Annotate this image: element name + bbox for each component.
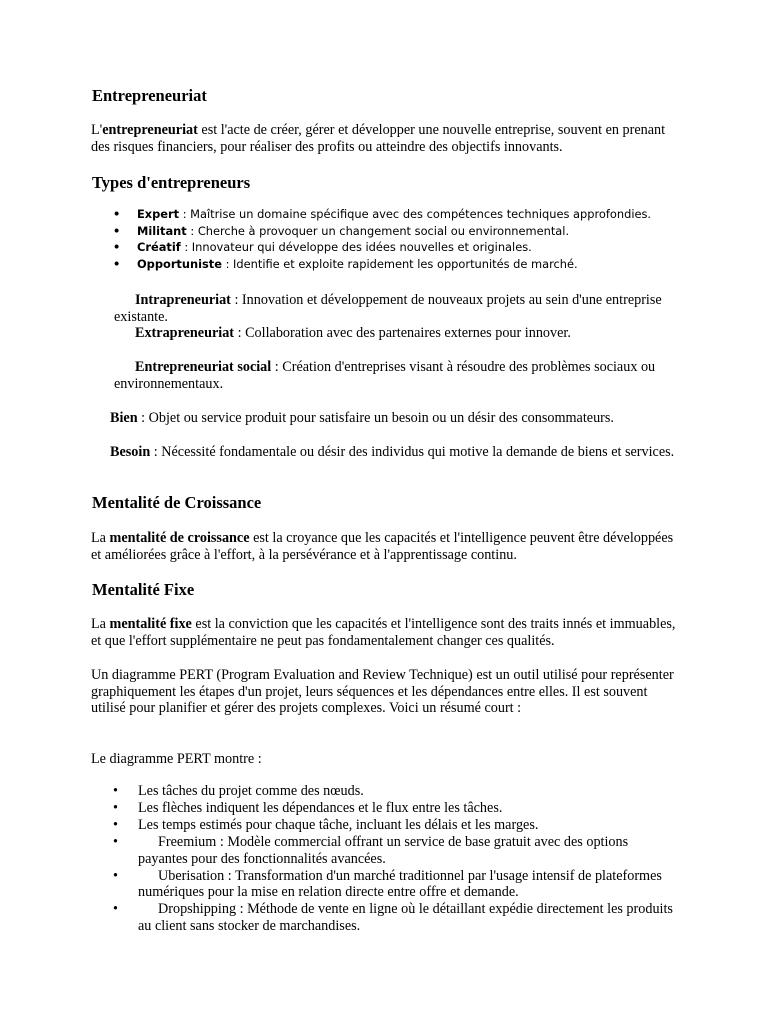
definition-text: est la croyance que les capacités et l'intelligence peuvent être développées et améliorées grâce à l'effort, à la persévérance et à l'apprentissage continu. <box>91 530 674 563</box>
term-description: : Collaboration avec des partenaires externes pour innover. <box>234 325 571 341</box>
list-item <box>113 817 673 834</box>
list-item-text: Les tâches du projet comme des nœuds. <box>138 783 364 799</box>
list-item-text: Les flèches indiquent les dépendances et le flux entre les tâches. <box>138 799 503 816</box>
list-item <box>113 834 673 868</box>
list-item <box>113 256 651 273</box>
bullet-icon: • <box>113 223 121 238</box>
term-description: : Nécessité fondamentale ou désir des individus qui motive la demande de biens et services. <box>150 444 675 460</box>
term-intrapreneuriat: Intrapreneuriat <box>135 292 231 308</box>
paragraph-bien <box>91 410 681 427</box>
term-description: : Cherche à provoquer un changement social ou environnemental. <box>186 223 570 238</box>
term-entrepreneuriat: entrepreneuriat <box>102 122 198 138</box>
text-prefix: La <box>91 530 110 546</box>
term-creatif: Créatif <box>137 240 181 255</box>
text-prefix: La <box>91 616 110 632</box>
term-description: : Objet ou service produit pour satisfaire un besoin ou un désir des consommateurs. <box>137 410 614 426</box>
bullet-icon: • <box>113 240 121 255</box>
types-list <box>113 206 651 273</box>
bullet-icon: • <box>113 799 118 816</box>
term-mentalite-fixe: mentalité fixe <box>109 616 192 632</box>
list-item-text: Les temps estimés pour chaque tâche, incluant les délais et les marges. <box>138 816 539 833</box>
term-description: : Identifie et exploite rapidement les opportunités de marché. <box>221 257 578 272</box>
list-item <box>113 206 651 223</box>
term-militant: Militant <box>137 223 187 238</box>
heading-mentalite-fixe: Mentalité Fixe <box>92 580 195 599</box>
list-item-text: Freemium : Modèle commercial offrant un service de base gratuit avec des options payantes pour des fonctionnalités avancées. <box>138 833 629 867</box>
term-extrapreneuriat: Extrapreneuriat <box>135 325 235 341</box>
bullet-icon: • <box>113 207 121 221</box>
paragraph-entrepreneuriat-definition <box>91 122 681 155</box>
term-description: : Innovation et développement de nouveaux projets au sein d'une entreprise existante. <box>114 292 662 325</box>
list-item <box>113 901 673 935</box>
list-item <box>113 239 651 256</box>
bullet-icon: • <box>113 833 118 850</box>
term-description: : Innovateur qui développe des idées nouvelles et originales. <box>180 240 532 255</box>
term-description: : Maîtrise un domaine spécifique avec des compétences techniques approfondies. <box>179 207 652 221</box>
list-item <box>113 783 673 800</box>
term-description: : Création d'entreprises visant à résoudre des problèmes sociaux ou environnementaux. <box>114 359 656 392</box>
term-entrepreneuriat-social: Entrepreneuriat social <box>135 359 272 375</box>
paragraph-mentalite-croissance <box>91 530 681 563</box>
definition-text: est la conviction que les capacités et l'intelligence sont des traits innés et immuables, et que l'effort supplémentaire ne peut pas fondamentalement changer ces qualités. <box>91 616 676 649</box>
paragraph-pert-intro: Un diagramme PERT (Program Evaluation and Review Technique) est un outil utilisé pour représenter graphiquement les étapes d'un projet, leurs séquences et les dépendances entre elles. Il est souvent utilisé pour planifier et gérer des projets complexes. Voici un résumé court : <box>91 667 674 716</box>
paragraph-intrapreneuriat <box>114 292 684 325</box>
paragraph-extrapreneuriat <box>114 325 684 342</box>
list-item <box>113 223 651 240</box>
list-item-text: Dropshipping : Méthode de vente en ligne où le détaillant expédie directement les produits au client sans stocker de marchandises. <box>138 901 673 935</box>
list-item <box>113 800 673 817</box>
definition-text: est l'acte de créer, gérer et développer une nouvelle entreprise, souvent en prenant des risques financiers, pour réaliser des profits ou atteindre des objectifs innovants. <box>91 122 666 155</box>
list-item-text: Uberisation : Transformation d'un marché traditionnel par l'usage intensif de plateformes numériques pour la mise en relation directe entre offre et demande. <box>138 867 662 901</box>
heading-entrepreneuriat: Entrepreneuriat <box>92 86 207 105</box>
list-item <box>113 868 673 902</box>
term-opportuniste: Opportuniste <box>137 257 222 272</box>
term-expert: Expert <box>137 207 180 221</box>
paragraph-mentalite-fixe <box>91 616 681 649</box>
term-mentalite-croissance: mentalité de croissance <box>109 530 250 546</box>
paragraph-pert-shows: Le diagramme PERT montre : <box>91 751 262 767</box>
paragraph-besoin <box>91 444 681 461</box>
bullet-icon: • <box>113 901 118 918</box>
term-besoin: Besoin <box>110 444 151 460</box>
bullet-icon: • <box>113 257 121 272</box>
heading-types-entrepreneurs: Types d'entrepreneurs <box>92 173 251 192</box>
paragraph-entrepreneuriat-social <box>114 359 684 392</box>
term-bien: Bien <box>110 410 138 426</box>
bullet-icon: • <box>113 816 118 833</box>
pert-list <box>113 783 673 935</box>
bullet-icon: • <box>113 867 118 884</box>
text-prefix: L' <box>91 122 103 138</box>
heading-mentalite-croissance: Mentalité de Croissance <box>92 493 262 512</box>
bullet-icon: • <box>113 783 118 799</box>
